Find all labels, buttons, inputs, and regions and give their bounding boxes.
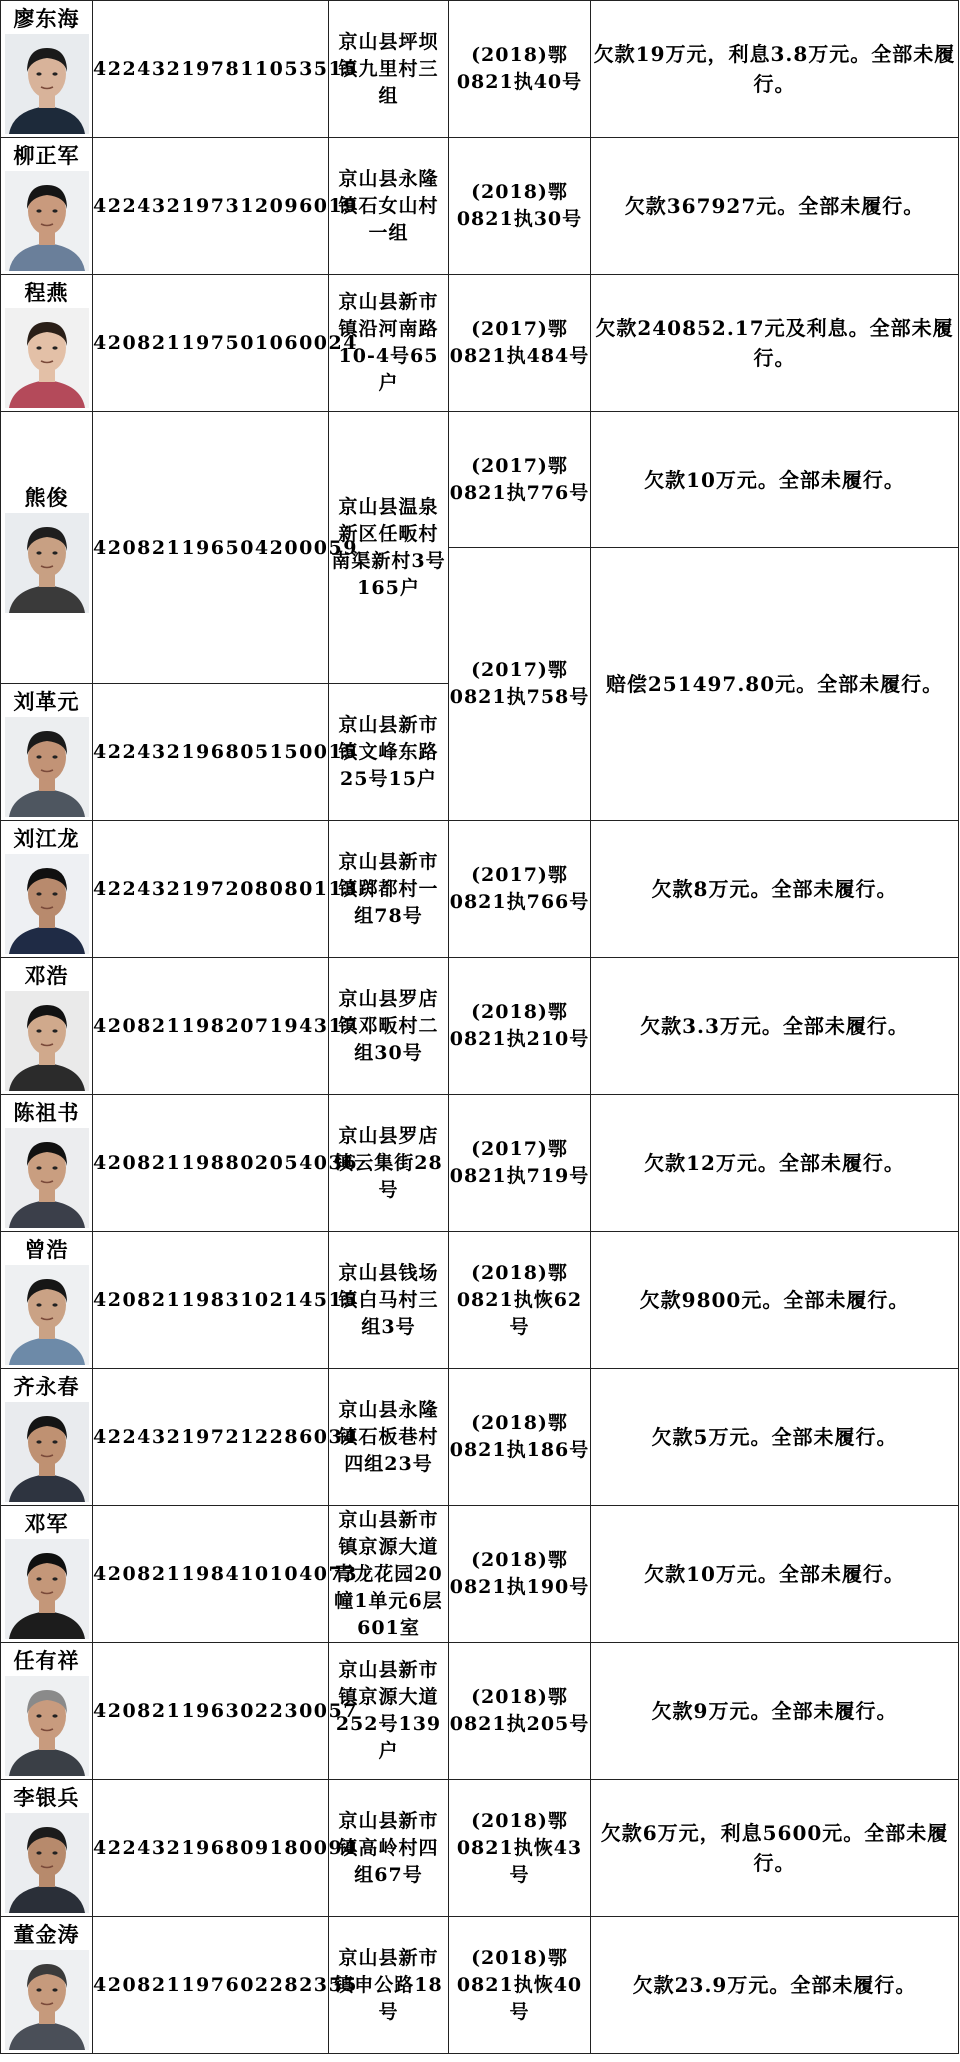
debt-detail-shared: 赔偿251497.80元。全部未履行。 bbox=[591, 548, 959, 821]
address: 京山县罗店镇邓畈村二组30号 bbox=[329, 958, 449, 1095]
person-name: 陈祖书 bbox=[13, 1100, 80, 1125]
debt-detail: 欠款9800元。全部未履行。 bbox=[591, 1232, 959, 1369]
name-photo-cell bbox=[1, 1, 93, 138]
id-number: 422432197212286034 bbox=[93, 1369, 329, 1506]
case-number: (2017)鄂0821执719号 bbox=[449, 1095, 591, 1232]
table-row bbox=[1, 412, 959, 548]
person-photo bbox=[5, 1402, 89, 1502]
address: 京山县温泉新区任畈村南渠新村3号165户 bbox=[329, 412, 449, 684]
id-number: 420821198410104073 bbox=[93, 1506, 329, 1643]
address: 京山县永隆镇石女山村一组 bbox=[329, 138, 449, 275]
id-number: 420821196302230057 bbox=[93, 1643, 329, 1780]
id-number: 422432197208080113 bbox=[93, 821, 329, 958]
person-name: 廖东海 bbox=[13, 6, 80, 31]
name-photo-cell bbox=[1, 412, 93, 684]
address: 京山县新市镇文峰东路25号15户 bbox=[329, 684, 449, 821]
id-number: 420821196504200059 bbox=[93, 412, 329, 684]
debt-detail: 欠款9万元。全部未履行。 bbox=[591, 1643, 959, 1780]
name-photo-cell bbox=[1, 138, 93, 275]
address: 京山县新市镇京源大道青龙花园20幢1单元6层601室 bbox=[329, 1506, 449, 1643]
person-photo bbox=[5, 717, 89, 817]
case-number-shared: (2017)鄂0821执758号 bbox=[449, 548, 591, 821]
table-row bbox=[1, 1232, 959, 1369]
id-number: 420821198802054036 bbox=[93, 1095, 329, 1232]
debt-detail: 欠款12万元。全部未履行。 bbox=[591, 1095, 959, 1232]
debt-detail: 欠款240852.17元及利息。全部未履行。 bbox=[591, 275, 959, 412]
table-row bbox=[1, 1780, 959, 1917]
person-name: 曾浩 bbox=[24, 1237, 69, 1262]
name-photo-cell bbox=[1, 821, 93, 958]
address: 京山县坪坝镇九里村三组 bbox=[329, 1, 449, 138]
case-number: (2018)鄂0821执30号 bbox=[449, 138, 591, 275]
person-name: 董金涛 bbox=[13, 1922, 80, 1947]
debt-detail: 欠款6万元，利息5600元。全部未履行。 bbox=[591, 1780, 959, 1917]
debt-detail: 欠款23.9万元。全部未履行。 bbox=[591, 1917, 959, 2054]
table-row bbox=[1, 1506, 959, 1643]
name-photo-cell bbox=[1, 684, 93, 821]
table-row bbox=[1, 1369, 959, 1506]
id-number: 422432196809180094 bbox=[93, 1780, 329, 1917]
case-number: (2018)鄂0821执210号 bbox=[449, 958, 591, 1095]
case-number: (2018)鄂0821执186号 bbox=[449, 1369, 591, 1506]
name-photo-cell bbox=[1, 1369, 93, 1506]
id-number: 420821197602282355 bbox=[93, 1917, 329, 2054]
person-name: 邓浩 bbox=[24, 963, 69, 988]
debt-detail: 欠款8万元。全部未履行。 bbox=[591, 821, 959, 958]
debt-detail: 欠款3.3万元。全部未履行。 bbox=[591, 958, 959, 1095]
table-row bbox=[1, 1643, 959, 1780]
name-photo-cell bbox=[1, 275, 93, 412]
person-name: 刘革元 bbox=[13, 689, 80, 714]
table-row bbox=[1, 1095, 959, 1232]
id-number: 422432197312096019 bbox=[93, 138, 329, 275]
id-number: 422432196805150015 bbox=[93, 684, 329, 821]
address: 京山县新市镇踯都村一组78号 bbox=[329, 821, 449, 958]
name-photo-cell bbox=[1, 1780, 93, 1917]
id-number: 420821198207194317 bbox=[93, 958, 329, 1095]
person-name: 齐永春 bbox=[13, 1374, 80, 1399]
person-photo bbox=[5, 308, 89, 408]
table-row bbox=[1, 1917, 959, 2054]
table-row bbox=[1, 1, 959, 138]
person-name: 熊俊 bbox=[24, 484, 69, 510]
case-number: (2018)鄂0821执恢62号 bbox=[449, 1232, 591, 1369]
address: 京山县新市镇沿河南路10-4号65户 bbox=[329, 275, 449, 412]
case-number: (2018)鄂0821执恢43号 bbox=[449, 1780, 591, 1917]
case-number: (2018)鄂0821执40号 bbox=[449, 1, 591, 138]
person-photo bbox=[5, 1676, 89, 1776]
address: 京山县新市镇京源大道252号139户 bbox=[329, 1643, 449, 1780]
case-number: (2017)鄂0821执766号 bbox=[449, 821, 591, 958]
name-photo-cell bbox=[1, 1232, 93, 1369]
name-photo-cell bbox=[1, 1506, 93, 1643]
address: 京山县罗店镇云集街28号 bbox=[329, 1095, 449, 1232]
name-photo-cell bbox=[1, 1643, 93, 1780]
person-photo bbox=[5, 854, 89, 954]
person-photo bbox=[5, 1539, 89, 1639]
debt-detail: 欠款5万元。全部未履行。 bbox=[591, 1369, 959, 1506]
debt-detail: 欠款19万元，利息3.8万元。全部未履行。 bbox=[591, 1, 959, 138]
person-photo bbox=[5, 991, 89, 1091]
id-number: 420821197501060024 bbox=[93, 275, 329, 412]
address: 京山县新市镇申公路18号 bbox=[329, 1917, 449, 2054]
case-number: (2017)鄂0821执776号 bbox=[449, 412, 591, 548]
table-row bbox=[1, 275, 959, 412]
debt-detail: 欠款10万元。全部未履行。 bbox=[591, 1506, 959, 1643]
person-name: 任有祥 bbox=[13, 1648, 80, 1673]
person-photo bbox=[5, 1950, 89, 2050]
id-number: 422432197811053515 bbox=[93, 1, 329, 138]
person-photo bbox=[5, 171, 89, 271]
address: 京山县钱场镇白马村三组3号 bbox=[329, 1232, 449, 1369]
person-photo bbox=[5, 513, 89, 613]
person-photo bbox=[5, 1128, 89, 1228]
address: 京山县新市镇高岭村四组67号 bbox=[329, 1780, 449, 1917]
table-row bbox=[1, 821, 959, 958]
name-photo-cell bbox=[1, 1917, 93, 2054]
person-photo bbox=[5, 1265, 89, 1365]
table-row bbox=[1, 138, 959, 275]
case-number: (2018)鄂0821执190号 bbox=[449, 1506, 591, 1643]
person-name: 刘江龙 bbox=[13, 826, 80, 851]
case-number: (2017)鄂0821执484号 bbox=[449, 275, 591, 412]
case-number: (2018)鄂0821执恢40号 bbox=[449, 1917, 591, 2054]
table-row bbox=[1, 958, 959, 1095]
person-name: 邓军 bbox=[24, 1511, 69, 1536]
person-name: 程燕 bbox=[24, 280, 69, 305]
person-name: 柳正军 bbox=[13, 143, 80, 168]
person-photo bbox=[5, 34, 89, 134]
person-name: 李银兵 bbox=[13, 1785, 80, 1810]
person-photo bbox=[5, 1813, 89, 1913]
debtor-table-body bbox=[1, 1, 959, 2054]
debt-detail: 欠款10万元。全部未履行。 bbox=[591, 412, 959, 548]
id-number: 420821198310214515 bbox=[93, 1232, 329, 1369]
debt-detail: 欠款367927元。全部未履行。 bbox=[591, 138, 959, 275]
name-photo-cell bbox=[1, 958, 93, 1095]
name-photo-cell bbox=[1, 1095, 93, 1232]
address: 京山县永隆镇石板巷村四组23号 bbox=[329, 1369, 449, 1506]
case-number: (2018)鄂0821执205号 bbox=[449, 1643, 591, 1780]
